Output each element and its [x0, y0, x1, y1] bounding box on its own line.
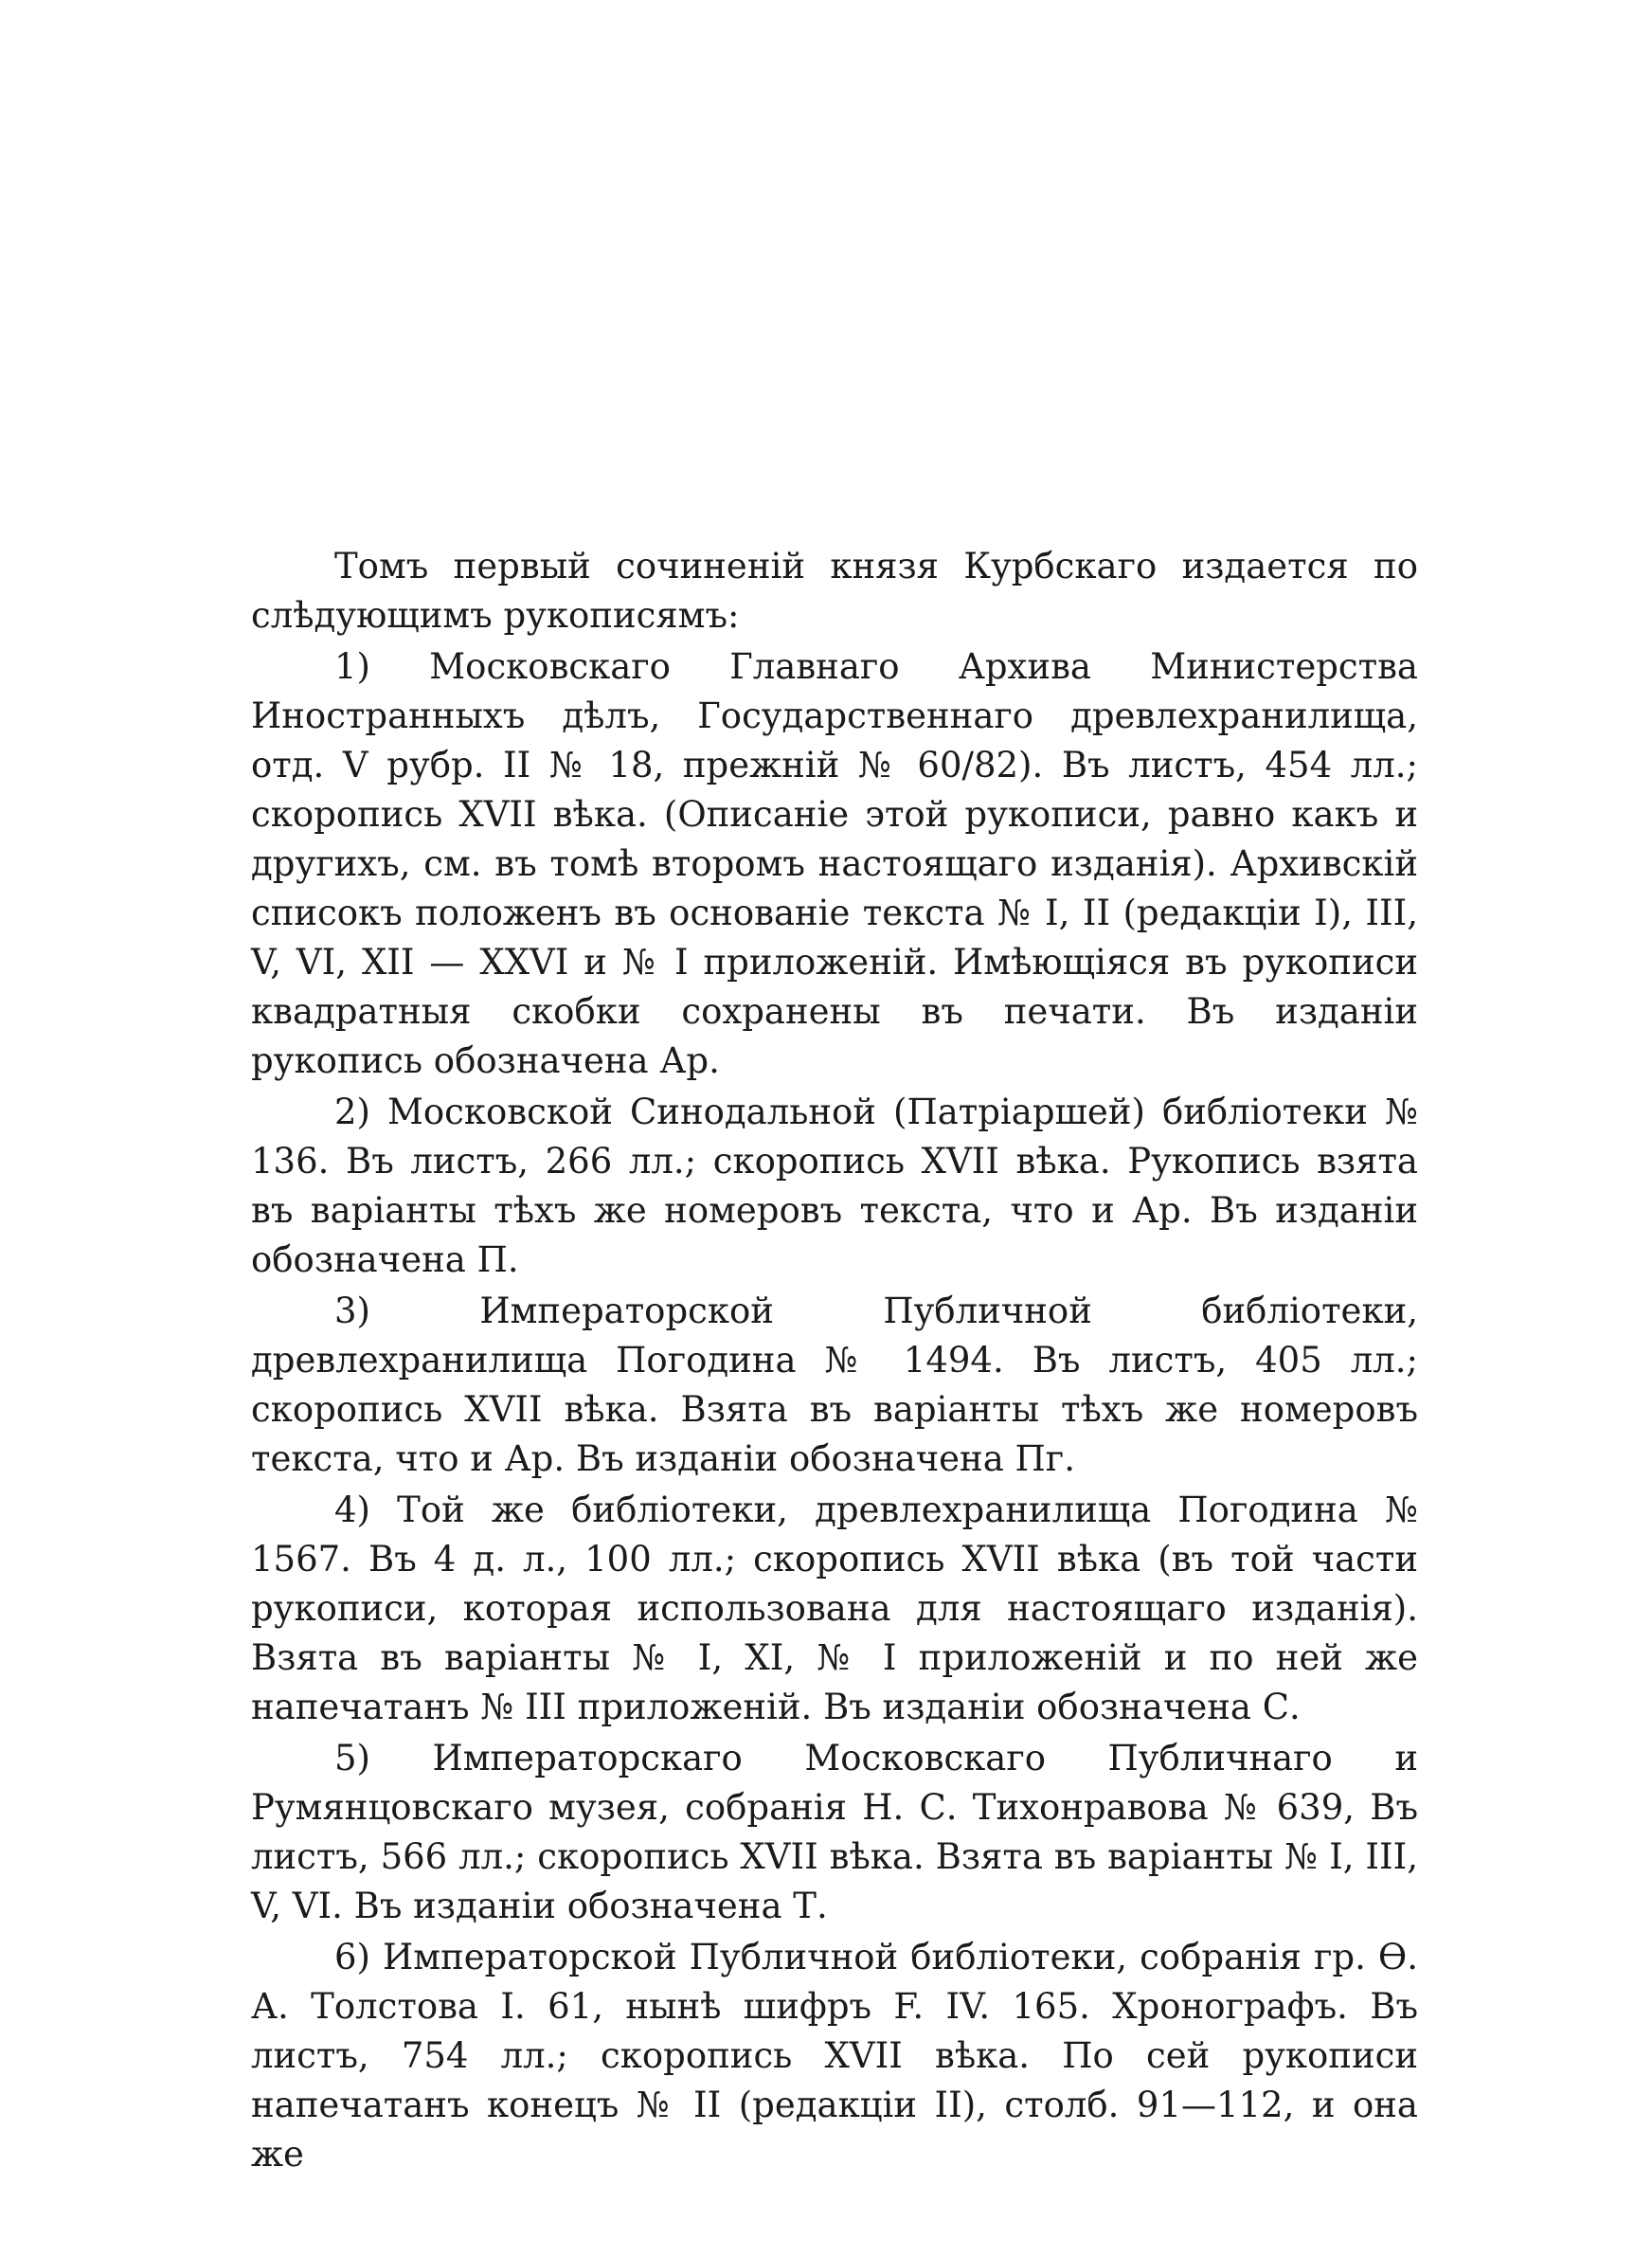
manuscript-item-5: 5) Императорскаго Московскаго Публичнаго и Румянцовскаго музея, собранія Н. С. Тихонравова № 639, Въ листъ, 566 лл.; скоропись XVII вѣка. Взята въ варіанты № I, III, V, VI. Въ изданіи обозначена Т.: [251, 1738, 1418, 1926]
manuscript-item-3: 3) Императорской Публичной библіотеки, древлехранилища Погодина № 1494. Въ листъ, 405 лл.; скоропись XVII вѣка. Взята въ варіанты тѣхъ же номеровъ текста, что и Ар. Въ изданіи обозначена Пг.: [251, 1291, 1418, 1479]
manuscript-item-4: 4) Той же библіотеки, древлехранилища Погодина № 1567. Въ 4 д. л., 100 лл.; скоропись XVII вѣка (въ той части рукописи, которая использована для настоящаго изданія). Взята въ варіанты № I, XI, № I приложеній и по ней же напечатанъ № III приложеній. Въ изданіи обозначена С.: [251, 1490, 1418, 1727]
intro-paragraph: Томъ первый сочиненій князя Курбскаго издается по слѣдующимъ рукописямъ:: [251, 546, 1418, 636]
manuscript-item-1: 1) Московскаго Главнаго Архива Министерства Иностранныхъ дѣлъ, Государственнаго древлехранилища, отд. V рубр. II № 18, прежній № 60/82). Въ листъ, 454 лл.; скоропись XVII вѣка. (Описаніе этой рукописи, равно какъ и другихъ, см. въ томѣ второмъ настоящаго изданія). Архивскій списокъ положенъ въ основаніе текста № I, II (редакціи I), III, V, VI, XII — XXVI и № I приложеній. Имѣющіяся въ рукописи квадратныя скобки сохранены въ печати. Въ изданіи рукопись обозначена Ар.: [251, 646, 1418, 1081]
manuscript-item-6: 6) Императорской Публичной библіотеки, собранія гр. Ѳ. А. Толстова I. 61, нынѣ шифръ F. IV. 165. Хронографъ. Въ листъ, 754 лл.; скоропись XVII вѣка. По сей рукописи напечатанъ конецъ № II (редакціи II), столб. 91—112, и она же: [251, 1937, 1418, 2175]
manuscript-item-2: 2) Московской Синодальной (Патріаршей) библіотеки № 136. Въ листъ, 266 лл.; скоропись XVII вѣка. Рукопись взята въ варіанты тѣхъ же номеровъ текста, что и Ар. Въ изданіи обозначена П.: [251, 1092, 1418, 1280]
body-text: [251, 542, 1418, 2181]
